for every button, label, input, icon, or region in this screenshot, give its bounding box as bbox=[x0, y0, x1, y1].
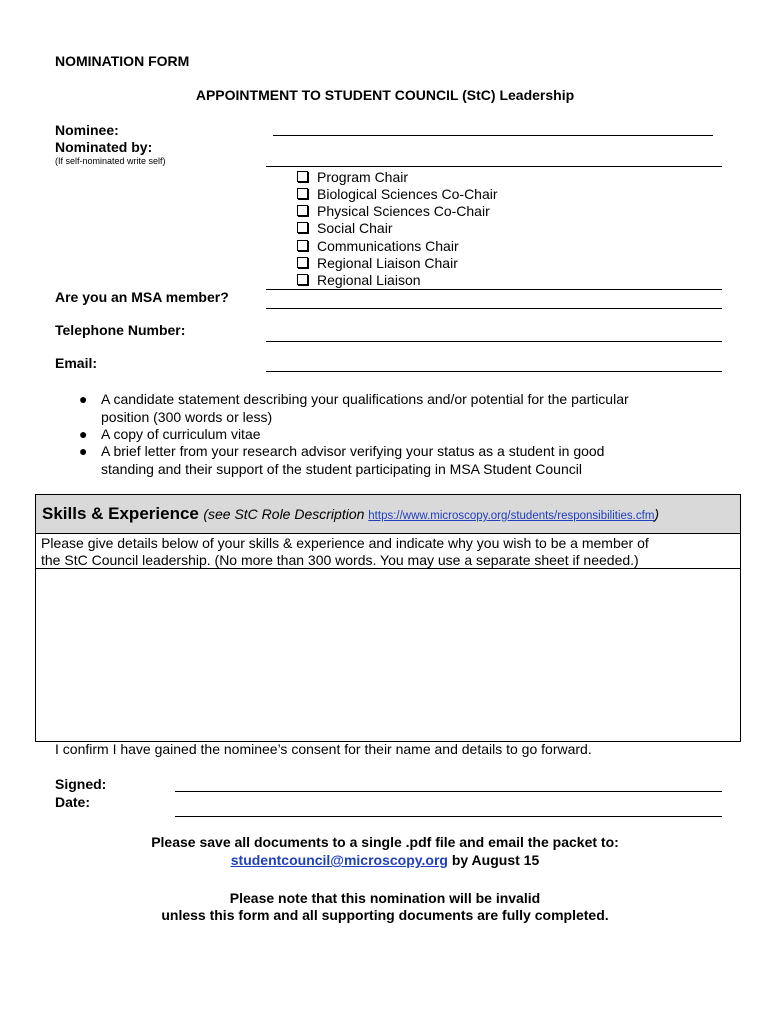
requirement-line: standing and their support of the student participating in MSA Student Council bbox=[101, 460, 582, 477]
signed-label: Signed: bbox=[55, 776, 107, 792]
instructions-line: the StC Council leadership. (No more than 300 words. You may use a separate sheet if needed.) bbox=[41, 551, 639, 568]
requirement-letter bbox=[101, 443, 721, 478]
invalid-note-line1: Please note that this nomination will be invalid bbox=[229, 890, 541, 906]
nominee-input-line[interactable] bbox=[273, 135, 713, 136]
requirement-line: position (300 words or less) bbox=[101, 408, 273, 425]
requirement-line: A candidate statement describing your qualifications and/or potential for the particular bbox=[101, 391, 629, 407]
role-label: Biological Sciences Co-Chair bbox=[317, 186, 498, 202]
email-deadline-line bbox=[0, 852, 770, 868]
bullet-icon: ● bbox=[79, 426, 88, 442]
skills-response-area[interactable] bbox=[36, 569, 740, 741]
role-label: Regional Liaison bbox=[317, 272, 421, 288]
signed-input-line[interactable] bbox=[175, 791, 722, 792]
role-label: Social Chair bbox=[317, 220, 393, 236]
checkbox-icon[interactable] bbox=[297, 205, 308, 216]
requirement-line: A brief letter from your research advisor verifying your status as a student in good bbox=[101, 443, 605, 459]
email-input-line[interactable] bbox=[266, 371, 722, 372]
nominee-label: Nominee: bbox=[55, 122, 119, 138]
see-role-prefix: (see StC Role Description bbox=[203, 506, 369, 522]
form-title: NOMINATION FORM bbox=[55, 53, 190, 69]
council-email-link[interactable]: studentcouncil@microscopy.org bbox=[230, 852, 448, 868]
skills-experience-table bbox=[35, 494, 741, 742]
checkbox-icon[interactable] bbox=[297, 240, 308, 251]
nominated-by-input-line[interactable] bbox=[266, 166, 722, 167]
email-label: Email: bbox=[55, 355, 98, 371]
checkbox-icon[interactable] bbox=[297, 257, 308, 268]
checkbox-icon[interactable] bbox=[297, 274, 308, 285]
see-role-suffix: ) bbox=[654, 506, 660, 522]
role-label: Regional Liaison Chair bbox=[317, 255, 458, 271]
date-label: Date: bbox=[55, 794, 91, 810]
role-option-communications-chair[interactable] bbox=[297, 238, 459, 255]
role-option-bio-sciences-co-chair[interactable] bbox=[297, 186, 498, 203]
checkbox-icon[interactable] bbox=[297, 171, 308, 182]
role-description-link[interactable]: https://www.microscopy.org/students/responsibilities.cfm bbox=[368, 510, 655, 522]
date-input-line[interactable] bbox=[175, 816, 722, 817]
invalid-note-line2: unless this form and all supporting documents are fully completed. bbox=[161, 907, 609, 923]
skills-heading: Skills & Experience bbox=[42, 504, 199, 523]
bullet-icon: ● bbox=[79, 391, 88, 407]
telephone-label: Telephone Number: bbox=[55, 322, 186, 338]
skills-instructions bbox=[36, 534, 740, 569]
consent-statement: I confirm I have gained the nominee’s consent for their name and details to go forward. bbox=[55, 741, 592, 757]
role-label: Physical Sciences Co-Chair bbox=[317, 203, 490, 219]
role-label: Program Chair bbox=[317, 169, 409, 185]
save-instructions: Please save all documents to a single .pdf file and email the packet to: bbox=[151, 834, 619, 850]
role-option-regional-liaison-chair[interactable] bbox=[297, 255, 458, 272]
role-option-social-chair[interactable] bbox=[297, 220, 392, 237]
checkbox-icon[interactable] bbox=[297, 188, 308, 199]
instructions-line: Please give details below of your skills & experience and indicate why you wish to be a member of bbox=[41, 535, 649, 551]
skills-header bbox=[36, 495, 740, 534]
deadline-text: by August 15 bbox=[447, 852, 540, 868]
msa-member-label: Are you an MSA member? bbox=[55, 289, 229, 305]
nominated-by-label: Nominated by: bbox=[55, 139, 153, 155]
role-option-phys-sciences-co-chair[interactable] bbox=[297, 203, 490, 220]
checkbox-icon[interactable] bbox=[297, 222, 308, 233]
requirement-statement bbox=[101, 391, 721, 426]
role-option-regional-liaison[interactable] bbox=[297, 272, 421, 289]
bullet-icon: ● bbox=[79, 443, 88, 459]
telephone-input-line[interactable] bbox=[266, 341, 722, 342]
form-subtitle: APPOINTMENT TO STUDENT COUNCIL (StC) Leadership bbox=[195, 87, 575, 103]
skills-heading-line bbox=[42, 504, 659, 524]
self-nominated-note: (If self-nominated write self) bbox=[55, 156, 166, 166]
roles-divider-line bbox=[266, 289, 722, 290]
role-label: Communications Chair bbox=[317, 238, 459, 254]
role-option-program-chair[interactable] bbox=[297, 169, 408, 186]
msa-member-input-line[interactable] bbox=[266, 308, 722, 309]
requirement-cv: A copy of curriculum vitae bbox=[101, 426, 261, 442]
